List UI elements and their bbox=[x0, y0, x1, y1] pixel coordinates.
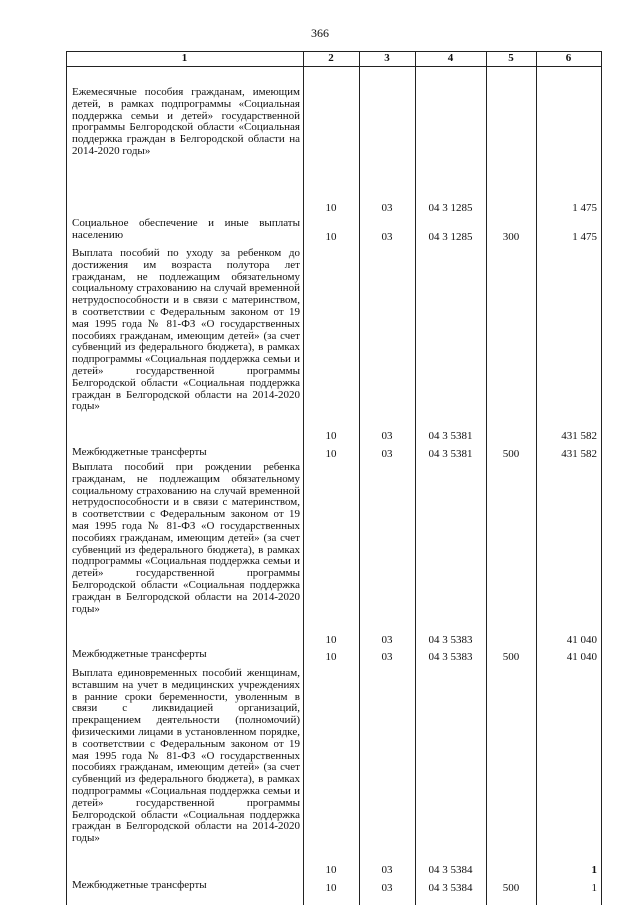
row-section: 10 bbox=[325, 864, 337, 877]
table-row bbox=[66, 447, 601, 461]
row-amount: 1 bbox=[591, 864, 597, 877]
header-col-5: 5 bbox=[508, 52, 514, 64]
row-description: Межбюджетные трансферты bbox=[72, 446, 207, 458]
row-description: Межбюджетные трансферты bbox=[72, 648, 207, 660]
row-description: Выплата пособий по уходу за ребенком до достижения им возраста полутора лет гражданам, не подлежащим обязательному социальному страхованию на случай временной нетрудоспособности и в связи с материнством, в соответствии с Федеральным законом от 19 мая 1995 года № 81-ФЗ «О государственных пособиях гражданам, имеющим детей» (за счет субвенций из федерального бюджета), в рамках подпрограммы «Социальная поддержка семьи и детей» государственной программы Белгородской области «Социальная поддержка граждан в Белгородской области на 2014-2020 годы» bbox=[72, 247, 300, 413]
row-amount: 431 582 bbox=[561, 430, 597, 443]
header-col-4: 4 bbox=[447, 52, 454, 64]
row-section: 10 bbox=[325, 430, 337, 443]
header-bottom-rule bbox=[66, 66, 601, 67]
page-number: 366 bbox=[311, 26, 329, 40]
row-expense-type: 500 bbox=[502, 651, 520, 664]
row-expense-type: 500 bbox=[502, 448, 520, 461]
row-amount: 1 475 bbox=[572, 202, 597, 215]
row-section: 10 bbox=[325, 448, 337, 461]
header-col-6: 6 bbox=[565, 52, 572, 64]
row-target-code: 04 3 5381 bbox=[428, 430, 473, 443]
row-section: 10 bbox=[325, 231, 337, 244]
row-target-code: 04 3 5383 bbox=[428, 651, 473, 664]
table-row bbox=[66, 218, 601, 244]
row-amount: 1 475 bbox=[572, 231, 597, 244]
row-target-code: 04 3 1285 bbox=[428, 202, 473, 215]
table-row bbox=[66, 649, 601, 664]
row-amount: 41 040 bbox=[566, 651, 597, 664]
row-target-code: 04 3 1285 bbox=[428, 231, 473, 244]
row-subsection: 03 bbox=[381, 448, 393, 461]
row-subsection: 03 bbox=[381, 882, 393, 895]
table-row bbox=[66, 87, 601, 215]
row-section: 10 bbox=[325, 634, 337, 647]
row-target-code: 04 3 5383 bbox=[428, 634, 473, 647]
row-amount: 41 040 bbox=[566, 634, 597, 647]
table-row bbox=[66, 668, 601, 877]
row-description: Выплата единовременных пособий женщинам, вставшим на учет в медицинских учреждениях в ранние сроки беременности, уволенным в связи с ликвидацией организаций, прекращением деятельности (полномочий) физическими лицами в установленном порядке, в соответствии с Федеральным законом от 19 мая 1995 года № 81-ФЗ «О государственных пособиях гражданам, имеющим детей» (за счет субвенций из федерального бюджета), в рамках подпрограммы «Социальная поддержка семьи и детей» государственной программы Белгородской области «Социальная поддержка граждан в Белгородской области на 2014-2020 годы» bbox=[72, 667, 300, 845]
row-expense-type: 500 bbox=[502, 882, 520, 895]
table-row bbox=[66, 462, 601, 647]
column-rule bbox=[601, 51, 602, 905]
row-target-code: 04 3 5384 bbox=[428, 864, 473, 877]
header-col-3: 3 bbox=[384, 52, 390, 64]
table-header bbox=[66, 51, 601, 66]
row-target-code: 04 3 5384 bbox=[428, 882, 473, 895]
row-section: 10 bbox=[325, 882, 337, 895]
row-subsection: 03 bbox=[381, 231, 393, 244]
table-row bbox=[66, 880, 601, 895]
row-section: 10 bbox=[325, 651, 337, 664]
header-col-2: 2 bbox=[328, 52, 334, 64]
budget-table bbox=[66, 51, 601, 905]
row-expense-type: 300 bbox=[502, 231, 520, 244]
table-row bbox=[66, 248, 601, 443]
row-amount: 1 bbox=[591, 882, 597, 895]
row-description: Социальное обеспечение и иные выплаты населению bbox=[72, 217, 300, 241]
row-amount: 431 582 bbox=[561, 448, 597, 461]
row-target-code: 04 3 5381 bbox=[428, 448, 473, 461]
row-description: Ежемесячные пособия гражданам, имеющим детей, в рамках подпрограммы «Социальная поддержка семьи и детей» государственной программы Белгородской области «Социальная поддержка граждан в Белгородской области на 2014-2020 годы» bbox=[72, 86, 300, 157]
row-subsection: 03 bbox=[381, 430, 393, 443]
row-description: Выплата пособий при рождении ребенка гражданам, не подлежащим обязательному социальному страхованию на случай временной нетрудоспособности и в связи с материнством, в соответствии с Федеральным законом от 19 мая 1995 года № 81-ФЗ «О государственных пособиях гражданам, имеющим детей» (за счет субвенций из федерального бюджета), в рамках подпрограммы «Социальная поддержка семьи и детей» государственной программы Белгородской области «Социальная поддержка граждан в Белгородской области на 2014-2020 годы» bbox=[72, 461, 300, 615]
header-col-1: 1 bbox=[181, 52, 188, 64]
row-subsection: 03 bbox=[381, 634, 393, 647]
row-subsection: 03 bbox=[381, 864, 393, 877]
row-subsection: 03 bbox=[381, 651, 393, 664]
row-section: 10 bbox=[325, 202, 337, 215]
row-subsection: 03 bbox=[381, 202, 393, 215]
row-description: Межбюджетные трансферты bbox=[72, 879, 207, 891]
